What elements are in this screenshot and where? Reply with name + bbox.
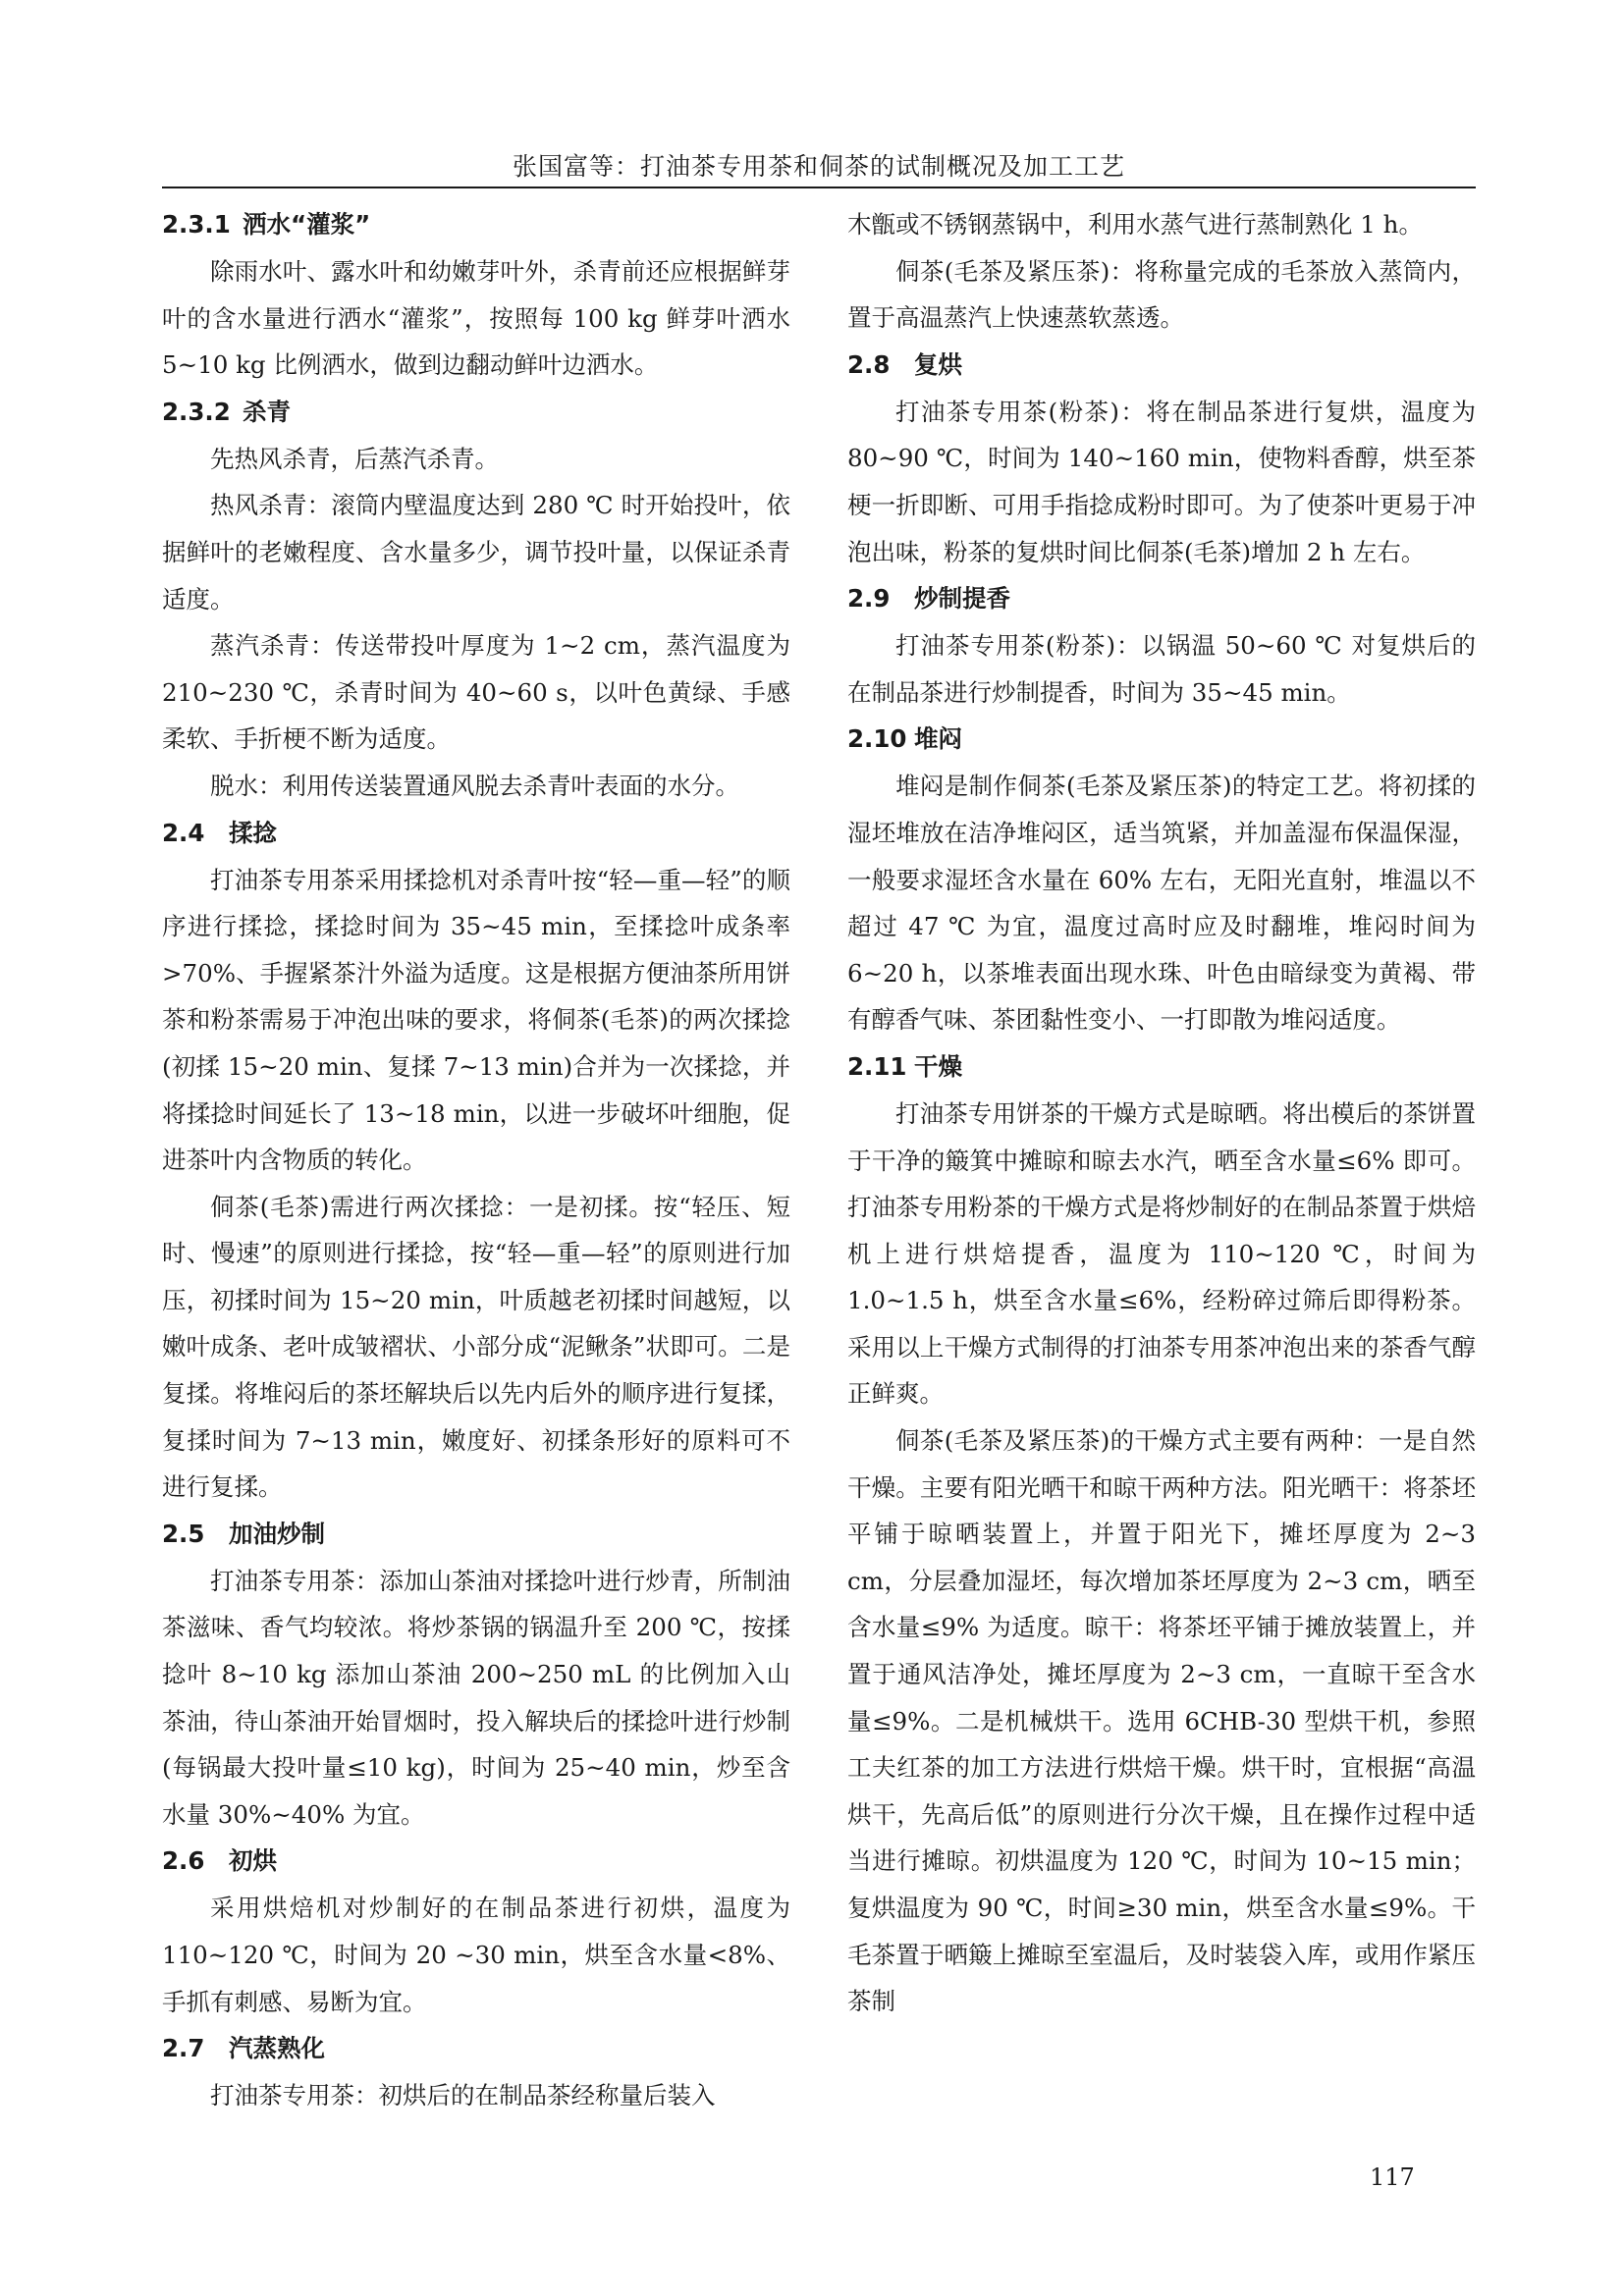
header-rule bbox=[162, 187, 1476, 188]
section-title: 汽蒸熟化 bbox=[229, 2034, 325, 2063]
paragraph: 打油茶专用茶：添加山茶油对揉捻叶进行炒青，所制油茶滋味、香气均较浓。将炒茶锅的锅温升至 200 ℃，按揉捻叶 8~10 kg 添加山茶油 200~250 mL 的比例加入山茶油，待山茶油开始冒烟时，投入解块后的揉捻叶进行炒制(每锅最大投叶量≤10 kg)，时间为 25~40 min，炒至含水量 30%~40% 为宜。 bbox=[162, 1566, 790, 1829]
paragraph: 蒸汽杀青：传送带投叶厚度为 1~2 cm，蒸汽温度为 210~230 ℃，杀青时间为 40~60 s，以叶色黄绿、手感柔软、手折梗不断为适度。 bbox=[162, 631, 790, 754]
section-title: 洒水“灌浆” bbox=[243, 210, 371, 239]
section-heading bbox=[162, 2025, 790, 2072]
paragraph: 打油茶专用茶：初烘后的在制品茶经称量后装入 bbox=[210, 2081, 716, 2110]
section-title: 堆闷 bbox=[914, 724, 962, 754]
section-title: 干燥 bbox=[914, 1051, 962, 1081]
section-number: 2.9 bbox=[847, 584, 891, 614]
section-heading bbox=[162, 810, 790, 857]
paragraph: 脱水：利用传送装置通风脱去杀青叶表面的水分。 bbox=[210, 771, 739, 800]
section-number: 2.5 bbox=[162, 1519, 205, 1548]
paragraph-continued: 木甑或不锈钢蒸锅中，利用水蒸气进行蒸制熟化 1 h。 bbox=[847, 210, 1423, 239]
section-heading bbox=[162, 201, 790, 248]
section-number: 2.10 bbox=[847, 724, 907, 754]
page-number: 117 bbox=[1370, 2163, 1415, 2191]
paragraph: 打油茶专用茶采用揉捻机对杀青叶按“轻—重—轻”的顺序进行揉捻，揉捻时间为 35~45 min，至揉捻叶成条率>70%、手握紧茶汁外溢为适度。这是根据方便油茶所用饼茶和粉茶需易于冲泡出味的要求，将侗茶(毛茶)的两次揉捻(初揉 15~20 min、复揉 7~13 min)合并为一次揉捻，并将揉捻时间延长了 13~18 min，以进一步破坏叶细胞，促进茶叶内含物质的转化。 bbox=[162, 865, 790, 1175]
section-heading bbox=[162, 389, 790, 436]
section-title: 杀青 bbox=[243, 397, 291, 426]
left-column bbox=[162, 201, 790, 2119]
section-heading bbox=[847, 716, 1476, 763]
section-number: 2.3.2 bbox=[162, 397, 231, 426]
running-header: 张国富等：打油茶专用茶和侗茶的试制概况及加工工艺 bbox=[512, 152, 1125, 181]
section-heading bbox=[847, 1043, 1476, 1091]
section-title: 初烘 bbox=[229, 1846, 277, 1876]
section-number: 2.11 bbox=[847, 1051, 907, 1081]
paragraph: 除雨水叶、露水叶和幼嫩芽叶外，杀青前还应根据鲜芽叶的含水量进行洒水“灌浆”，按照每 100 kg 鲜芽叶洒水 5~10 kg 比例洒水，做到边翻动鲜叶边洒水。 bbox=[162, 257, 790, 380]
paragraph: 打油茶专用饼茶的干燥方式是晾晒。将出模后的茶饼置于干净的簸箕中摊晾和晾去水汽，晒至含水量≤6% 即可。打油茶专用粉茶的干燥方式是将炒制好的在制品茶置于烘焙机上进行烘焙提香，温度为 110~120 ℃，时间为 1.0~1.5 h，烘至含水量≤6%，经粉碎过筛后即得粉茶。采用以上干燥方式制得的打油茶专用茶冲泡出来的茶香气醇正鲜爽。 bbox=[847, 1098, 1476, 1409]
section-heading bbox=[162, 1511, 790, 1558]
paragraph: 打油茶专用茶(粉茶)：将在制品茶进行复烘，温度为 80~90 ℃，时间为 140~160 min，使物料香醇，烘至茶梗一折即断、可用手指捻成粉时即可。为了使茶叶更易于冲泡出味，粉茶的复烘时间比侗茶(毛茶)增加 2 h 左右。 bbox=[847, 397, 1476, 566]
section-number: 2.3.1 bbox=[162, 210, 231, 239]
paragraph: 侗茶(毛茶及紧压茶)的干燥方式主要有两种：一是自然干燥。主要有阳光晒干和晾干两种方法。阳光晒干：将茶坯平铺于晾晒装置上，并置于阳光下，摊坯厚度为 2~3 cm，分层叠加湿坯，每次增加茶坯厚度为 2~3 cm，晒至含水量≤9% 为适度。晾干：将茶坯平铺于摊放装置上，并置于通风洁净处，摊坯厚度为 2~3 cm，一直晾干至含水量≤9%。二是机械烘干。选用 6CHB-30 型烘干机，参照工夫红茶的加工方法进行烘焙干燥。烘干时，宜根据“高温烘干，先高后低”的原则进行分次干燥，且在操作过程中适当进行摊晾。初烘温度为 120 ℃，时间为 10~15 min；复烘温度为 90 ℃，时间≥30 min，烘至含水量≤9%。干毛茶置于晒簸上摊晾至室温后，及时装袋入库，或用作紧压茶制 bbox=[847, 1426, 1476, 2016]
paragraph: 侗茶(毛茶)需进行两次揉捻：一是初揉。按“轻压、短时、慢速”的原则进行揉捻，按“轻—重—轻”的原则进行加压，初揉时间为 15~20 min，叶质越老初揉时间越短，以嫩叶成条、老叶成皱褶状、小部分成“泥鳅条”状即可。二是复揉。将堆闷后的茶坯解块后以先内后外的顺序进行复揉，复揉时间为 7~13 min，嫩度好、初揉条形好的原料可不进行复揉。 bbox=[162, 1192, 790, 1502]
section-title: 炒制提香 bbox=[914, 584, 1010, 614]
paragraph: 热风杀青：滚筒内壁温度达到 280 ℃ 时开始投叶，依据鲜叶的老嫩程度、含水量多少，调节投叶量，以保证杀青适度。 bbox=[162, 491, 790, 614]
section-number: 2.4 bbox=[162, 818, 205, 847]
section-heading bbox=[162, 1838, 790, 1885]
right-column bbox=[847, 201, 1476, 2025]
section-title: 揉捻 bbox=[229, 818, 277, 847]
section-title: 复烘 bbox=[914, 349, 962, 379]
section-number: 2.7 bbox=[162, 2034, 205, 2063]
section-title: 加油炒制 bbox=[229, 1519, 325, 1548]
paragraph: 采用烘焙机对炒制好的在制品茶进行初烘，温度为 110~120 ℃，时间为 20 ~30 min，烘至含水量<8%、手抓有刺感、易断为宜。 bbox=[162, 1894, 790, 2016]
paragraph: 先热风杀青，后蒸汽杀青。 bbox=[210, 444, 499, 473]
section-number: 2.6 bbox=[162, 1846, 205, 1876]
section-heading bbox=[847, 575, 1476, 622]
paragraph: 侗茶(毛茶及紧压茶)：将称量完成的毛茶放入蒸筒内，置于高温蒸汽上快速蒸软蒸透。 bbox=[847, 256, 1476, 333]
paragraph: 堆闷是制作侗茶(毛茶及紧压茶)的特定工艺。将初揉的湿坯堆放在洁净堆闷区，适当筑紧，并加盖湿布保温保湿，一般要求湿坯含水量在 60% 左右，无阳光直射，堆温以不超过 47 ℃ 为宜，温度过高时应及时翻堆，堆闷时间为 6~20 h，以茶堆表面出现水珠、叶色由暗绿变为黄褐、带有醇香气味、茶团黏性变小、一打即散为堆闷适度。 bbox=[847, 772, 1476, 1035]
section-number: 2.8 bbox=[847, 349, 891, 379]
section-heading bbox=[847, 342, 1476, 389]
paragraph: 打油茶专用茶(粉茶)：以锅温 50~60 ℃ 对复烘后的在制品茶进行炒制提香，时间为 35~45 min。 bbox=[847, 631, 1476, 707]
